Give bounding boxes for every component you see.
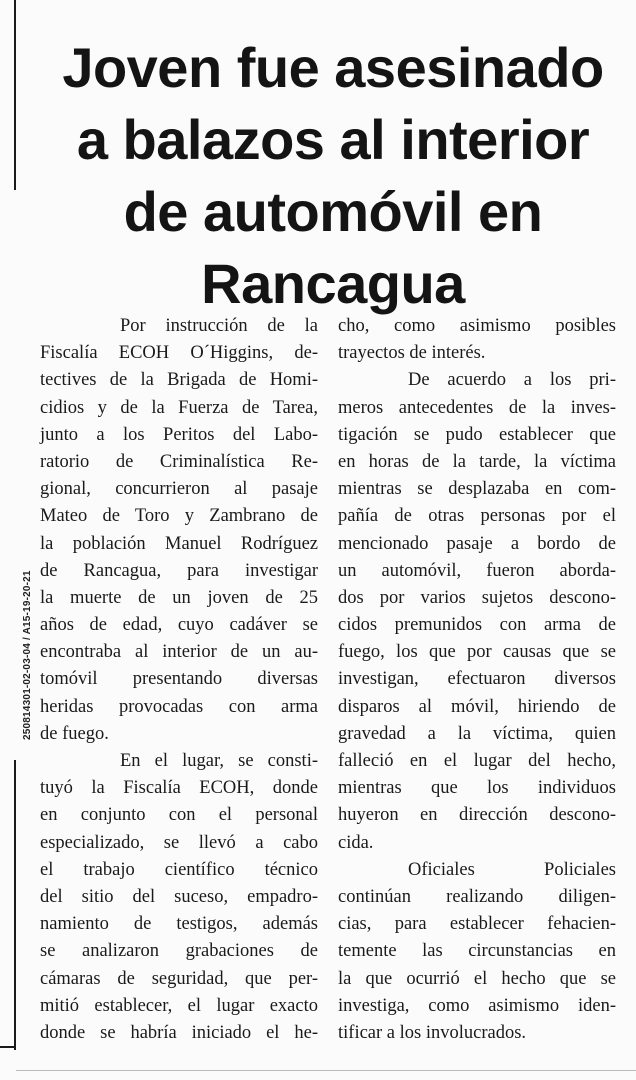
body-line: Mateo de Toro y Zambrano de bbox=[40, 506, 318, 527]
body-line: gravedad a la víctima, quien bbox=[338, 723, 616, 744]
body-line: heridas provocadas con arma bbox=[40, 696, 318, 717]
body-line: se analizaron grabaciones de bbox=[40, 941, 318, 962]
body-line: dos por varios sujetos descono- bbox=[338, 587, 616, 608]
body-line: De acuerdo a los pri- bbox=[408, 370, 616, 391]
body-line: de fuego. bbox=[40, 723, 109, 744]
body-line: gional, concurrieron al pasaje bbox=[40, 479, 318, 500]
headline-line-4: Rancagua bbox=[201, 252, 465, 315]
body-line: investiga, como asimismo iden- bbox=[338, 995, 616, 1016]
body-line: trayectos de interés. bbox=[338, 343, 486, 364]
body-line: cida. bbox=[338, 832, 374, 853]
body-line: meros antecedentes de la inves- bbox=[338, 397, 616, 418]
body-line: encontraba al interior de un au- bbox=[40, 642, 318, 663]
body-line: tuyó la Fiscalía ECOH, donde bbox=[40, 778, 318, 799]
body-line: falleció en el lugar del hecho, bbox=[338, 751, 616, 771]
body-line: tificar a los involucrados. bbox=[338, 1022, 527, 1043]
body-line: de Rancagua, para investigar bbox=[40, 560, 318, 581]
headline-line-2: a balazos al interior bbox=[76, 108, 590, 171]
body-line: la muerte de un joven de 25 bbox=[40, 587, 318, 608]
body-line: Oficiales Policiales bbox=[408, 859, 616, 880]
body-line: fuego, los que por causas que se bbox=[338, 642, 616, 663]
body-line: donde se habría iniciado el he- bbox=[40, 1022, 318, 1043]
body-line: cidos premunidos con arma de bbox=[338, 615, 616, 636]
headline-line-1: Joven fue asesinado bbox=[62, 36, 604, 99]
body-line: especializado, se llevó a cabo bbox=[40, 832, 318, 853]
body-line: pañía de otras personas por el bbox=[338, 506, 616, 527]
body-line: mientras se desplazaba en com- bbox=[338, 479, 616, 500]
body-line: temente las circunstancias en bbox=[338, 941, 616, 962]
body-line: la población Manuel Rodríguez bbox=[40, 533, 318, 554]
body-line: en horas de la tarde, la víctima bbox=[338, 451, 616, 472]
headline bbox=[30, 32, 636, 320]
body-line: tigación se pudo establecer que bbox=[338, 424, 616, 445]
body-line: cidios y de la Fuerza de Tarea, bbox=[40, 397, 318, 418]
bottom-rule bbox=[16, 1070, 636, 1071]
body-line: En el lugar, se consti- bbox=[120, 751, 318, 771]
body-line: mientras que los individuos bbox=[338, 778, 616, 799]
body-line: ratorio de Criminalística Re- bbox=[40, 451, 318, 472]
body-line: cámaras de seguridad, que per- bbox=[40, 968, 318, 989]
body-line: namiento de testigos, además bbox=[40, 914, 318, 935]
body-line: cias, para establecer fehacien- bbox=[338, 914, 616, 935]
left-margin-rule-lower bbox=[14, 760, 16, 1050]
body-column-right bbox=[338, 313, 616, 1047]
body-line: tectives de la Brigada de Homi- bbox=[40, 370, 318, 391]
body-line: disparos al móvil, hiriendo de bbox=[338, 696, 616, 717]
body-line: mitió establecer, el lugar exacto bbox=[40, 995, 318, 1016]
vertical-archive-code: 250814301-02-03-04 / A15-19-20-21 bbox=[22, 570, 33, 740]
body-line: en conjunto con el personal bbox=[40, 805, 318, 826]
body-line: junto a los Peritos del Labo- bbox=[40, 424, 318, 445]
body-line: huyeron en dirección descono- bbox=[338, 805, 616, 826]
body-line: años de edad, cuyo cadáver se bbox=[40, 615, 318, 636]
body-line: cho, como asimismo posibles bbox=[338, 316, 616, 336]
body-line: tomóvil presentando diversas bbox=[40, 669, 318, 690]
body-line: un automóvil, fueron aborda- bbox=[338, 560, 616, 581]
body-line: la que ocurrió el hecho que se bbox=[338, 968, 616, 989]
body-line: Por instrucción de la bbox=[120, 316, 318, 336]
body-line: mencionado pasaje a bordo de bbox=[338, 533, 616, 554]
body-line: el trabajo científico técnico bbox=[40, 859, 318, 880]
bottom-margin-tick bbox=[0, 1046, 16, 1048]
body-line: del sitio del suceso, empadro- bbox=[40, 886, 318, 907]
body-line: continúan realizando diligen- bbox=[338, 886, 616, 907]
body-line: investigan, efectuaron diversos bbox=[338, 669, 616, 690]
headline-line-3: de automóvil en bbox=[123, 180, 543, 243]
body-column-left bbox=[40, 313, 318, 1047]
body-line: Fiscalía ECOH O´Higgins, de- bbox=[40, 343, 318, 364]
left-margin-rule bbox=[14, 0, 16, 190]
